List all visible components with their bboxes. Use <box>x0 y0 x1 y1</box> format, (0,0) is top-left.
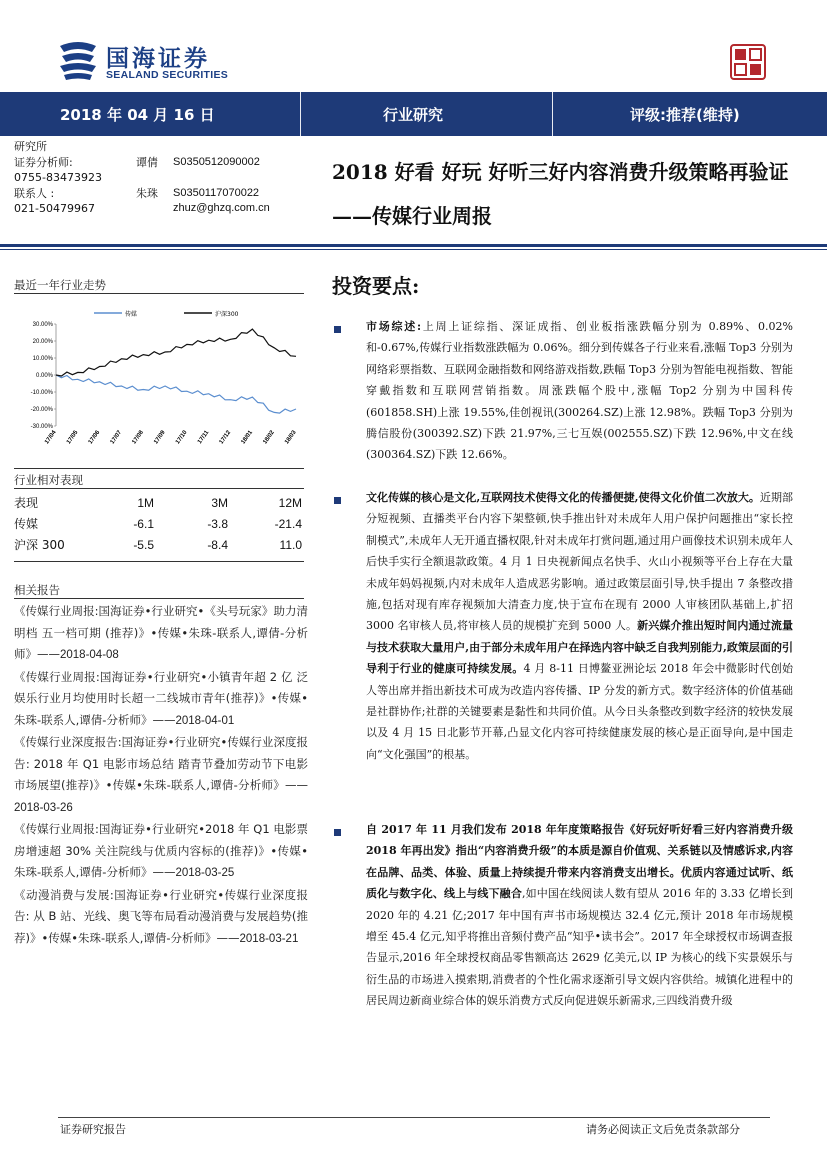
x-tick-label: 17/09 <box>153 429 167 446</box>
header-divider <box>300 92 301 136</box>
table-cell: 传媒 <box>14 517 39 531</box>
y-tick-label: -20.00% <box>30 407 53 413</box>
x-tick-label: 18/02 <box>262 429 276 446</box>
researcher-phone: 021-50479967 <box>14 202 95 215</box>
y-tick-label: 0.00% <box>35 373 53 379</box>
company-name-en: SEALAND SECURITIES <box>106 69 229 81</box>
divider <box>14 488 304 489</box>
researcher-name: 朱珠 <box>136 186 158 200</box>
related-report-item[interactable]: 《动漫消费与发展:国海证券•行业研究•传媒行业深度报告: 从 B 站、光线、奥飞等布局看动漫消费与发展趋势(推荐)》•传媒•朱珠-联系人,谭倩-分析师》——2018-03-21 <box>14 887 308 945</box>
table-header-cell: 表现 <box>14 496 39 510</box>
market-summary-paragraph: 市场综述:上周上证综指、深证成指、创业板指涨跌幅分别为 0.89%、0.02%和-0.67%,传媒行业指数涨跌幅为 0.06%。细分到传媒各子行业来看,涨幅 Top3 分别为网络彩票指数、互联网金融指数和网络游戏指数,跌幅 Top3 分别为智能电视指数、智能穿戴指数和互联网营销指数。周涨跌幅个股中,涨幅 Top2 分别为中国科传(601858.SH)上涨 19.55%,佳创视讯(300264.SZ)上涨 12.98%。跌幅 Top3 分别为腾信股份(300392.SZ)下跌 21.97%,三七互娱(002555.SZ)下跌 12.96%,中文在线(300364.SZ)下跌 12.66%。 <box>366 320 794 462</box>
report-type: 行业研究 <box>383 106 444 124</box>
researcher-role: 证券分析师: <box>14 155 73 169</box>
report-date: 2018 年 04 月 16 日 <box>60 106 215 124</box>
trend-chart <box>14 300 306 460</box>
footer-divider <box>58 1117 770 1118</box>
research-seal-icon <box>730 44 766 80</box>
investment-highlights-heading: 投资要点: <box>332 274 420 298</box>
table-header-cell: 1M <box>137 496 154 510</box>
y-tick-label: -30.00% <box>30 424 53 430</box>
researcher-phone: 0755-83473923 <box>14 171 102 184</box>
x-tick-label: 18/01 <box>240 429 255 446</box>
research-institute-label: 研究所 <box>14 140 47 153</box>
y-tick-label: -10.00% <box>30 390 53 396</box>
researcher-license: S0350117070022 <box>173 186 260 199</box>
related-report-item[interactable]: 《传媒行业周报:国海证券•行业研究•小镇青年超 2 亿 泛娱乐行业月均使用时长超一二线城市青年(推荐)》•传媒•朱珠-联系人,谭倩-分析师》——2018-04-01 <box>14 669 308 727</box>
content-consumption-paragraph: 自 2017 年 11 月我们发布 2018 年年度策略报告《好玩好听好看三好内容消费升级 2018 年再出发》指出“内容消费升级”的本质是源自价值观、关系链以及情感诉求,内容在品牌、品类、体验、质量上持续提升带来内容消费支出增长。优质内容通过试听、纸质化与数字化、线上与线下融合,如中国在线阅读人数有望从 2016 年的 3.33 亿增长到 2020 年的 4.21 亿;2017 年中国有声书市场规模达 32.4 亿元,预计 2018 年市场规模增至 45.4 亿元,知乎将推出音频付费产品“知乎•读书会”。2017 年全球授权市场调查报告显示,2016 年全球授权商品零售额高达 2629 亿美元,以 IP 为核心的线下实景娱乐与衍生品的市场进入摸索期,消费者的个性化需求逐渐引导文娱内容供给。城镇化进程中的居民周边新商业综合体的娱乐消费方式反向促进娱乐新需求,三四线消费升级 <box>366 823 794 1008</box>
y-tick-label: 10.00% <box>32 356 53 362</box>
x-tick-label: 17/07 <box>109 429 124 446</box>
x-tick-label: 17/06 <box>87 429 102 446</box>
footer-left: 证券研究报告 <box>60 1123 126 1136</box>
footer-disclaimer: 请务必阅读正文后免责条款部分 <box>586 1123 740 1136</box>
performance-table <box>14 493 304 556</box>
header-bar <box>0 92 827 136</box>
x-tick-label: 17/05 <box>65 429 80 446</box>
company-name-cn: 国海证券 <box>106 46 210 72</box>
researcher-license: S0350512090002 <box>173 155 260 168</box>
series-line-hs300 <box>56 329 296 376</box>
related-reports <box>14 601 308 950</box>
table-cell: -6.1 <box>133 517 154 531</box>
table-cell: -8.4 <box>207 538 228 552</box>
y-tick-label: 30.00% <box>32 322 53 328</box>
researcher-block <box>14 139 314 217</box>
x-tick-label: 17/11 <box>197 429 211 446</box>
legend-index-label: 沪深300 <box>215 311 239 318</box>
researcher-role: 联系人 : <box>14 186 55 200</box>
report-title: 2018 好看 好玩 好听三好内容消费升级策略再验证——传媒行业周报 <box>332 160 789 228</box>
table-header-cell: 3M <box>211 496 228 510</box>
table-header-row <box>14 493 304 514</box>
legend-media-label: 传媒 <box>125 311 138 318</box>
chart-axes <box>31 322 298 445</box>
chart-series <box>56 329 296 413</box>
divider <box>14 468 304 469</box>
table-cell: -21.4 <box>274 517 302 531</box>
table-header-cell: 12M <box>278 496 302 510</box>
bullet-icon <box>334 829 341 836</box>
company-logo <box>56 40 236 84</box>
divider <box>0 249 827 250</box>
researcher-email[interactable]: zhuz@ghzq.com.cn <box>173 202 270 214</box>
x-tick-label: 18/03 <box>284 429 298 446</box>
table-row <box>14 514 304 535</box>
table-cell: 沪深 300 <box>14 538 65 552</box>
researcher-name: 谭倩 <box>136 155 158 169</box>
divider <box>0 244 827 247</box>
table-cell: -3.8 <box>207 517 228 531</box>
divider <box>14 293 304 294</box>
related-report-item[interactable]: 《传媒行业深度报告:国海证券•行业研究•传媒行业深度报告: 2018 年 Q1 电影市场总结 踏青节叠加劳动节下电影市场展望(推荐)》•传媒•朱珠-联系人,谭倩-分析师》——2018-03-26 <box>14 735 308 814</box>
x-tick-label: 17/10 <box>175 429 189 446</box>
y-tick-label: 20.00% <box>32 339 53 345</box>
table-cell: 11.0 <box>279 538 302 552</box>
report-rating: 评级:推荐(维持) <box>630 106 740 124</box>
x-tick-label: 17/08 <box>131 429 145 446</box>
table-cell: -5.5 <box>133 538 154 552</box>
trend-heading: 最近一年行业走势 <box>14 278 106 292</box>
header-divider <box>552 92 553 136</box>
table-row <box>14 535 304 556</box>
divider <box>14 598 304 599</box>
culture-paragraph: 文化传媒的核心是文化,互联网技术使得文化的传播便捷,使得文化价值二次放大。近期部分短视频、直播类平台内容下架整顿,快手推出针对未成年人用户保护问题推出“家长控制模式”,未成年人无开通直播权限,针对未成年打赏问题,通过用户画像技术识别未成年人后快手实行全额退款政策。4 月 1 日央视新闻点名快手、火山小视频等平台上存在大量未成年妈妈视频,内对未成年人造成恶劣影响。通过政策层面引导,快手提出 7 条整改措施,包括对现有库存视频加大清查力度,快于宣布在现有 2000 人审核团队基础上,扩招 3000 名审核人员,将审核人员的规模扩充到 5000 人。新兴媒介推出短时间内通过流量与技术获取大量用户,由于部分未成年用户在择选内容中缺乏自我判别能力,政策层面的引导利于行业的健康可持续发展。4 月 8-11 日博鳌亚洲论坛 2018 年会中微影时代创始人等出席并指出新技术可成为改造内容传播、IP 分发的新方式。数字经济体的价值基础是社群协作;社群的关键要素是黏性和共同价值。从今日头条整改到数字经济的较快发展以及 4 月 15 日北影节开幕,凸显文化内容可持续健康发展的核心是正面导向,是中国走向“文化强国”的根基。 <box>366 491 794 761</box>
sealand-logo-icon <box>56 40 100 82</box>
related-report-item[interactable]: 《传媒行业周报:国海证券•行业研究•2018 年 Q1 电影票房增速超 30% 关注院线与优质内容标的(推荐)》•传媒•朱珠-联系人,谭倩-分析师》——2018-03-25 <box>14 822 308 879</box>
bullet-icon <box>334 497 341 504</box>
related-report-item[interactable]: 《传媒行业周报:国海证券•行业研究•《头号玩家》助力清明档 五一档可期 (推荐)》•传媒•朱珠-联系人,谭倩-分析师》——2018-04-08 <box>14 604 308 661</box>
related-heading: 相关报告 <box>14 583 60 597</box>
divider <box>14 561 304 562</box>
x-tick-label: 17/04 <box>44 429 58 446</box>
performance-heading: 行业相对表现 <box>14 473 83 487</box>
series-line-media <box>56 375 296 413</box>
x-tick-label: 17/12 <box>218 429 233 446</box>
bullet-icon <box>334 326 341 333</box>
